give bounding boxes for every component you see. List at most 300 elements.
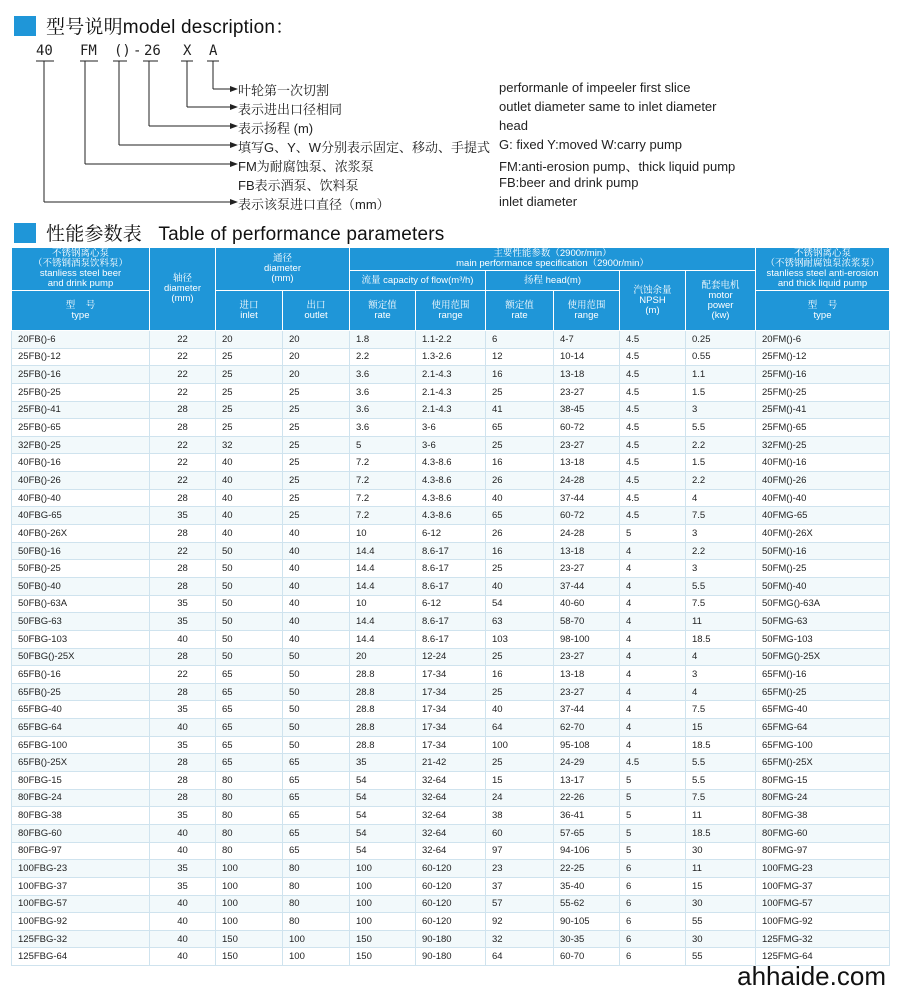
cell-head-rate: 40 [486, 701, 554, 719]
cell-npsh: 4.5 [620, 401, 686, 419]
cell-flow-rate: 10 [350, 595, 416, 613]
table-row [12, 348, 890, 366]
cell-inlet: 65 [216, 683, 283, 701]
code-mount: () [114, 43, 131, 59]
cell-inlet: 150 [216, 930, 283, 948]
cell-flow-rate: 7.2 [350, 454, 416, 472]
cell-flow-rate: 54 [350, 842, 416, 860]
cell-head-range: 95-108 [554, 736, 620, 754]
cell-fb-type: 100FBG-92 [12, 913, 150, 931]
cell-head-rate: 25 [486, 683, 554, 701]
cell-inlet: 25 [216, 419, 283, 437]
cell-shaft: 22 [150, 472, 216, 490]
cell-outlet: 100 [283, 930, 350, 948]
cell-outlet: 65 [283, 807, 350, 825]
cell-head-range: 37-44 [554, 701, 620, 719]
table-row [12, 666, 890, 684]
table-row [12, 895, 890, 913]
cell-head-rate: 16 [486, 366, 554, 384]
cell-motor: 1.5 [686, 454, 756, 472]
cell-npsh: 6 [620, 877, 686, 895]
cell-npsh: 4 [620, 683, 686, 701]
cell-head-rate: 6 [486, 331, 554, 349]
cell-fm-type: 80FMG-24 [756, 789, 890, 807]
cell-outlet: 20 [283, 331, 350, 349]
cell-flow-range: 32-64 [416, 824, 486, 842]
cell-npsh: 4.5 [620, 366, 686, 384]
cell-shaft: 22 [150, 542, 216, 560]
cell-shaft: 35 [150, 595, 216, 613]
cell-motor: 3 [686, 666, 756, 684]
cell-fb-type: 50FBG-103 [12, 630, 150, 648]
cell-npsh: 4.5 [620, 331, 686, 349]
cell-fm-type: 80FMG-60 [756, 824, 890, 842]
cell-motor: 5.5 [686, 772, 756, 790]
cell-motor: 7.5 [686, 507, 756, 525]
table-row [12, 419, 890, 437]
cell-head-rate: 32 [486, 930, 554, 948]
cell-motor: 18.5 [686, 736, 756, 754]
model-item-cn: 表示扬程 (m) [238, 121, 314, 136]
cell-head-range: 98-100 [554, 630, 620, 648]
table-row [12, 913, 890, 931]
cell-inlet: 100 [216, 877, 283, 895]
cell-head-rate: 65 [486, 507, 554, 525]
cell-head-rate: 92 [486, 913, 554, 931]
performance-table-container [11, 247, 889, 966]
cell-motor: 7.5 [686, 701, 756, 719]
cell-inlet: 80 [216, 807, 283, 825]
cell-fm-type: 40FM()-26 [756, 472, 890, 490]
cell-fm-type: 50FMG-103 [756, 630, 890, 648]
cell-npsh: 4.5 [620, 754, 686, 772]
cell-flow-range: 3-6 [416, 419, 486, 437]
cell-head-rate: 16 [486, 666, 554, 684]
cell-motor: 4 [686, 683, 756, 701]
cell-outlet: 40 [283, 577, 350, 595]
cell-inlet: 40 [216, 525, 283, 543]
cell-fm-type: 80FMG-97 [756, 842, 890, 860]
cell-inlet: 40 [216, 454, 283, 472]
cell-flow-rate: 100 [350, 860, 416, 878]
table-row [12, 577, 890, 595]
cell-head-range: 13-18 [554, 366, 620, 384]
cell-head-range: 23-27 [554, 383, 620, 401]
table-row [12, 754, 890, 772]
cell-fm-type: 125FMG-32 [756, 930, 890, 948]
cell-fb-type: 65FB()-25 [12, 683, 150, 701]
model-item-cn: 叶轮第一次切割 [238, 83, 330, 98]
cell-shaft: 40 [150, 895, 216, 913]
cell-fm-type: 80FMG-38 [756, 807, 890, 825]
cell-flow-range: 60-120 [416, 895, 486, 913]
cell-flow-range: 2.1-4.3 [416, 383, 486, 401]
cell-shaft: 35 [150, 701, 216, 719]
flow-rate-header: 额定值 rate [350, 291, 416, 331]
cell-flow-rate: 1.8 [350, 331, 416, 349]
cell-motor: 2.2 [686, 472, 756, 490]
model-item-en: FB:beer and drink pump [499, 175, 639, 190]
table-row [12, 630, 890, 648]
cell-npsh: 5 [620, 807, 686, 825]
section-marker-icon [14, 223, 36, 243]
cell-fm-type: 40FM()-40 [756, 489, 890, 507]
cell-shaft: 28 [150, 772, 216, 790]
cell-head-range: 13-17 [554, 772, 620, 790]
cell-head-rate: 40 [486, 489, 554, 507]
cell-fb-type: 40FB()-40 [12, 489, 150, 507]
cell-head-rate: 103 [486, 630, 554, 648]
cell-npsh: 4.5 [620, 383, 686, 401]
cell-head-range: 22-26 [554, 789, 620, 807]
cell-inlet: 100 [216, 860, 283, 878]
cell-outlet: 25 [283, 489, 350, 507]
cell-motor: 5.5 [686, 577, 756, 595]
table-row [12, 648, 890, 666]
cell-flow-range: 6-12 [416, 525, 486, 543]
cell-head-range: 10-14 [554, 348, 620, 366]
cell-fb-type: 100FBG-57 [12, 895, 150, 913]
performance-table [11, 247, 890, 966]
cell-npsh: 5 [620, 842, 686, 860]
code-series: FM [80, 43, 97, 59]
model-item-en: G: fixed Y:moved W:carry pump [499, 137, 683, 152]
cell-flow-range: 90-180 [416, 948, 486, 966]
cell-fm-type: 65FMG-64 [756, 719, 890, 737]
cell-motor: 7.5 [686, 789, 756, 807]
cell-npsh: 4.5 [620, 419, 686, 437]
cell-outlet: 40 [283, 542, 350, 560]
cell-inlet: 50 [216, 613, 283, 631]
cell-head-rate: 16 [486, 454, 554, 472]
cell-fb-type: 50FB()-16 [12, 542, 150, 560]
cell-head-rate: 57 [486, 895, 554, 913]
cell-npsh: 4 [620, 648, 686, 666]
table-row [12, 807, 890, 825]
cell-fb-type: 125FBG-32 [12, 930, 150, 948]
cell-inlet: 25 [216, 401, 283, 419]
cell-npsh: 4 [620, 560, 686, 578]
cell-head-rate: 15 [486, 772, 554, 790]
cell-outlet: 40 [283, 613, 350, 631]
cell-flow-range: 21-42 [416, 754, 486, 772]
cell-shaft: 28 [150, 648, 216, 666]
cell-fb-type: 65FBG-100 [12, 736, 150, 754]
table-row [12, 525, 890, 543]
cell-npsh: 5 [620, 525, 686, 543]
cell-motor: 55 [686, 948, 756, 966]
model-item-en: inlet diameter [499, 194, 578, 209]
table-row [12, 719, 890, 737]
cell-fm-type: 20FM()-6 [756, 331, 890, 349]
cell-flow-rate: 28.8 [350, 666, 416, 684]
cell-flow-rate: 28.8 [350, 701, 416, 719]
cell-outlet: 80 [283, 877, 350, 895]
cell-flow-rate: 5 [350, 436, 416, 454]
cell-flow-rate: 3.6 [350, 401, 416, 419]
cell-fm-type: 40FM()-26X [756, 525, 890, 543]
cell-head-rate: 25 [486, 436, 554, 454]
table-row [12, 683, 890, 701]
cell-flow-rate: 14.4 [350, 542, 416, 560]
cell-flow-range: 32-64 [416, 807, 486, 825]
cell-motor: 15 [686, 877, 756, 895]
cell-npsh: 6 [620, 895, 686, 913]
cell-head-range: 23-27 [554, 683, 620, 701]
watermark: ahhaide.com [737, 961, 886, 991]
cell-inlet: 25 [216, 383, 283, 401]
cell-flow-range: 32-64 [416, 772, 486, 790]
cell-motor: 7.5 [686, 595, 756, 613]
cell-motor: 11 [686, 807, 756, 825]
cell-shaft: 40 [150, 948, 216, 966]
model-item-en: outlet diameter same to inlet diameter [499, 99, 717, 114]
cell-flow-rate: 100 [350, 877, 416, 895]
cell-head-range: 60-70 [554, 948, 620, 966]
cell-head-rate: 37 [486, 877, 554, 895]
cell-npsh: 4.5 [620, 472, 686, 490]
cell-npsh: 5 [620, 789, 686, 807]
cell-inlet: 50 [216, 648, 283, 666]
cell-head-range: 24-28 [554, 525, 620, 543]
cell-motor: 4 [686, 489, 756, 507]
cell-shaft: 40 [150, 930, 216, 948]
cell-inlet: 80 [216, 824, 283, 842]
cell-fm-type: 50FMG()-25X [756, 648, 890, 666]
cell-head-range: 22-25 [554, 860, 620, 878]
cell-head-range: 23-27 [554, 648, 620, 666]
cell-head-rate: 41 [486, 401, 554, 419]
cell-head-range: 94-106 [554, 842, 620, 860]
cell-head-rate: 23 [486, 860, 554, 878]
cell-fb-type: 50FB()-25 [12, 560, 150, 578]
cell-head-rate: 16 [486, 542, 554, 560]
cell-flow-rate: 14.4 [350, 560, 416, 578]
model-item-cn: 表示进出口径相同 [238, 102, 343, 117]
cell-inlet: 50 [216, 630, 283, 648]
cell-outlet: 25 [283, 436, 350, 454]
table-row [12, 877, 890, 895]
cell-fm-type: 40FMG-65 [756, 507, 890, 525]
performance-table-title: 性能参数表 Table of performance parameters [46, 224, 445, 245]
cell-inlet: 65 [216, 736, 283, 754]
cell-outlet: 80 [283, 860, 350, 878]
code-x: X [183, 43, 192, 59]
cell-flow-rate: 7.2 [350, 507, 416, 525]
table-row [12, 454, 890, 472]
table-row [12, 772, 890, 790]
cell-outlet: 65 [283, 772, 350, 790]
cell-shaft: 22 [150, 436, 216, 454]
cell-motor: 2.2 [686, 436, 756, 454]
main-spec-header: 主要性能参数（2900r/min） main performance specification（2900r/min） [350, 248, 756, 271]
cell-flow-range: 32-64 [416, 842, 486, 860]
cell-head-range: 58-70 [554, 613, 620, 631]
cell-npsh: 4 [620, 719, 686, 737]
type2-header: 型 号 type [756, 291, 890, 331]
flow-header: 流量 capacity of flow(m³/h) [350, 271, 486, 291]
cell-outlet: 40 [283, 595, 350, 613]
cell-fm-type: 65FMG-100 [756, 736, 890, 754]
cell-outlet: 50 [283, 666, 350, 684]
cell-head-range: 4-7 [554, 331, 620, 349]
cell-outlet: 100 [283, 948, 350, 966]
cell-motor: 30 [686, 895, 756, 913]
cell-motor: 3 [686, 401, 756, 419]
cell-fb-type: 40FB()-26 [12, 472, 150, 490]
cell-inlet: 50 [216, 595, 283, 613]
cell-outlet: 40 [283, 560, 350, 578]
cell-fb-type: 65FB()-25X [12, 754, 150, 772]
model-code-diagram [0, 40, 900, 215]
cell-shaft: 22 [150, 331, 216, 349]
cell-head-rate: 65 [486, 419, 554, 437]
cell-head-rate: 60 [486, 824, 554, 842]
cell-shaft: 22 [150, 383, 216, 401]
cell-npsh: 4.5 [620, 489, 686, 507]
cell-outlet: 40 [283, 630, 350, 648]
cell-inlet: 40 [216, 472, 283, 490]
cell-fm-type: 65FM()-16 [756, 666, 890, 684]
cell-flow-range: 60-120 [416, 913, 486, 931]
head-range-header: 使用范围 range [554, 291, 620, 331]
head-rate-header: 额定值 rate [486, 291, 554, 331]
cell-motor: 30 [686, 930, 756, 948]
table-row [12, 507, 890, 525]
cell-motor: 4 [686, 648, 756, 666]
inlet-header: 进口 inlet [216, 291, 283, 331]
cell-npsh: 4.5 [620, 507, 686, 525]
cell-shaft: 22 [150, 366, 216, 384]
cell-npsh: 5 [620, 772, 686, 790]
cell-inlet: 65 [216, 754, 283, 772]
cell-flow-range: 4.3-8.6 [416, 454, 486, 472]
cell-head-range: 57-65 [554, 824, 620, 842]
table-row [12, 436, 890, 454]
cell-outlet: 25 [283, 507, 350, 525]
cell-flow-rate: 3.6 [350, 383, 416, 401]
cell-flow-range: 1.1-2.2 [416, 331, 486, 349]
cell-flow-range: 4.3-8.6 [416, 489, 486, 507]
table-header [12, 248, 890, 331]
table-body [12, 331, 890, 966]
cell-npsh: 4 [620, 577, 686, 595]
cell-motor: 2.2 [686, 542, 756, 560]
cell-shaft: 28 [150, 577, 216, 595]
cell-head-range: 38-45 [554, 401, 620, 419]
cell-fm-type: 25FM()-12 [756, 348, 890, 366]
cell-flow-range: 1.3-2.6 [416, 348, 486, 366]
cell-flow-rate: 2.2 [350, 348, 416, 366]
model-description-title: 型号说明model description： [46, 17, 295, 38]
cell-shaft: 35 [150, 860, 216, 878]
cell-flow-rate: 7.2 [350, 472, 416, 490]
cell-head-range: 37-44 [554, 577, 620, 595]
cell-shaft: 35 [150, 613, 216, 631]
cell-flow-range: 8.6-17 [416, 630, 486, 648]
cell-fb-type: 80FBG-24 [12, 789, 150, 807]
head-header: 扬程 head(m) [486, 271, 620, 291]
cell-inlet: 80 [216, 842, 283, 860]
cell-fm-type: 65FM()-25X [756, 754, 890, 772]
cell-head-rate: 40 [486, 577, 554, 595]
cell-fm-type: 50FMG-63 [756, 613, 890, 631]
cell-flow-range: 17-34 [416, 666, 486, 684]
table-row [12, 701, 890, 719]
cell-head-range: 90-105 [554, 913, 620, 931]
table-row [12, 736, 890, 754]
cell-motor: 0.25 [686, 331, 756, 349]
cell-head-range: 13-18 [554, 666, 620, 684]
cell-flow-range: 17-34 [416, 683, 486, 701]
cell-outlet: 25 [283, 472, 350, 490]
code-dash: - [133, 43, 142, 59]
cell-fb-type: 50FB()-40 [12, 577, 150, 595]
cell-shaft: 22 [150, 666, 216, 684]
cell-npsh: 4 [620, 701, 686, 719]
code-a: A [209, 43, 218, 59]
table-row [12, 860, 890, 878]
cell-npsh: 6 [620, 948, 686, 966]
cell-shaft: 40 [150, 824, 216, 842]
table-row [12, 401, 890, 419]
fm-group-header: 不锈钢离心泵 （不锈钢耐腐蚀泵浓浆泵） stanliess steel anti-erosion and thick liquid pump [756, 248, 890, 291]
cell-fm-type: 80FMG-15 [756, 772, 890, 790]
cell-fm-type: 25FM()-65 [756, 419, 890, 437]
cell-head-rate: 97 [486, 842, 554, 860]
cell-head-rate: 54 [486, 595, 554, 613]
cell-fm-type: 100FMG-37 [756, 877, 890, 895]
model-item-en: FM:anti-erosion pump、thick liquid pump [499, 159, 736, 174]
cell-flow-rate: 10 [350, 525, 416, 543]
model-item-en: performanle of impeeler first slice [499, 80, 691, 95]
cell-head-rate: 64 [486, 948, 554, 966]
cell-motor: 1.5 [686, 383, 756, 401]
cell-motor: 30 [686, 842, 756, 860]
cell-flow-range: 17-34 [416, 701, 486, 719]
cell-fm-type: 50FM()-40 [756, 577, 890, 595]
cell-shaft: 35 [150, 507, 216, 525]
cell-inlet: 65 [216, 719, 283, 737]
cell-npsh: 4 [620, 542, 686, 560]
cell-head-rate: 38 [486, 807, 554, 825]
cell-fb-type: 80FBG-38 [12, 807, 150, 825]
cell-fb-type: 65FBG-40 [12, 701, 150, 719]
cell-outlet: 50 [283, 648, 350, 666]
cell-shaft: 28 [150, 789, 216, 807]
cell-shaft: 35 [150, 736, 216, 754]
cell-inlet: 40 [216, 489, 283, 507]
cell-npsh: 4 [620, 630, 686, 648]
cell-fb-type: 40FB()-16 [12, 454, 150, 472]
cell-inlet: 80 [216, 772, 283, 790]
cell-inlet: 50 [216, 542, 283, 560]
cell-inlet: 40 [216, 507, 283, 525]
cell-flow-rate: 54 [350, 789, 416, 807]
cell-fm-type: 25FM()-41 [756, 401, 890, 419]
cell-shaft: 28 [150, 683, 216, 701]
cell-flow-range: 32-64 [416, 789, 486, 807]
cell-outlet: 50 [283, 683, 350, 701]
section-marker-icon [14, 16, 36, 36]
cell-fb-type: 20FB()-6 [12, 331, 150, 349]
cell-fm-type: 25FM()-16 [756, 366, 890, 384]
cell-outlet: 25 [283, 419, 350, 437]
cell-head-range: 24-28 [554, 472, 620, 490]
cell-inlet: 25 [216, 348, 283, 366]
cell-head-rate: 12 [486, 348, 554, 366]
cell-fb-type: 25FB()-65 [12, 419, 150, 437]
